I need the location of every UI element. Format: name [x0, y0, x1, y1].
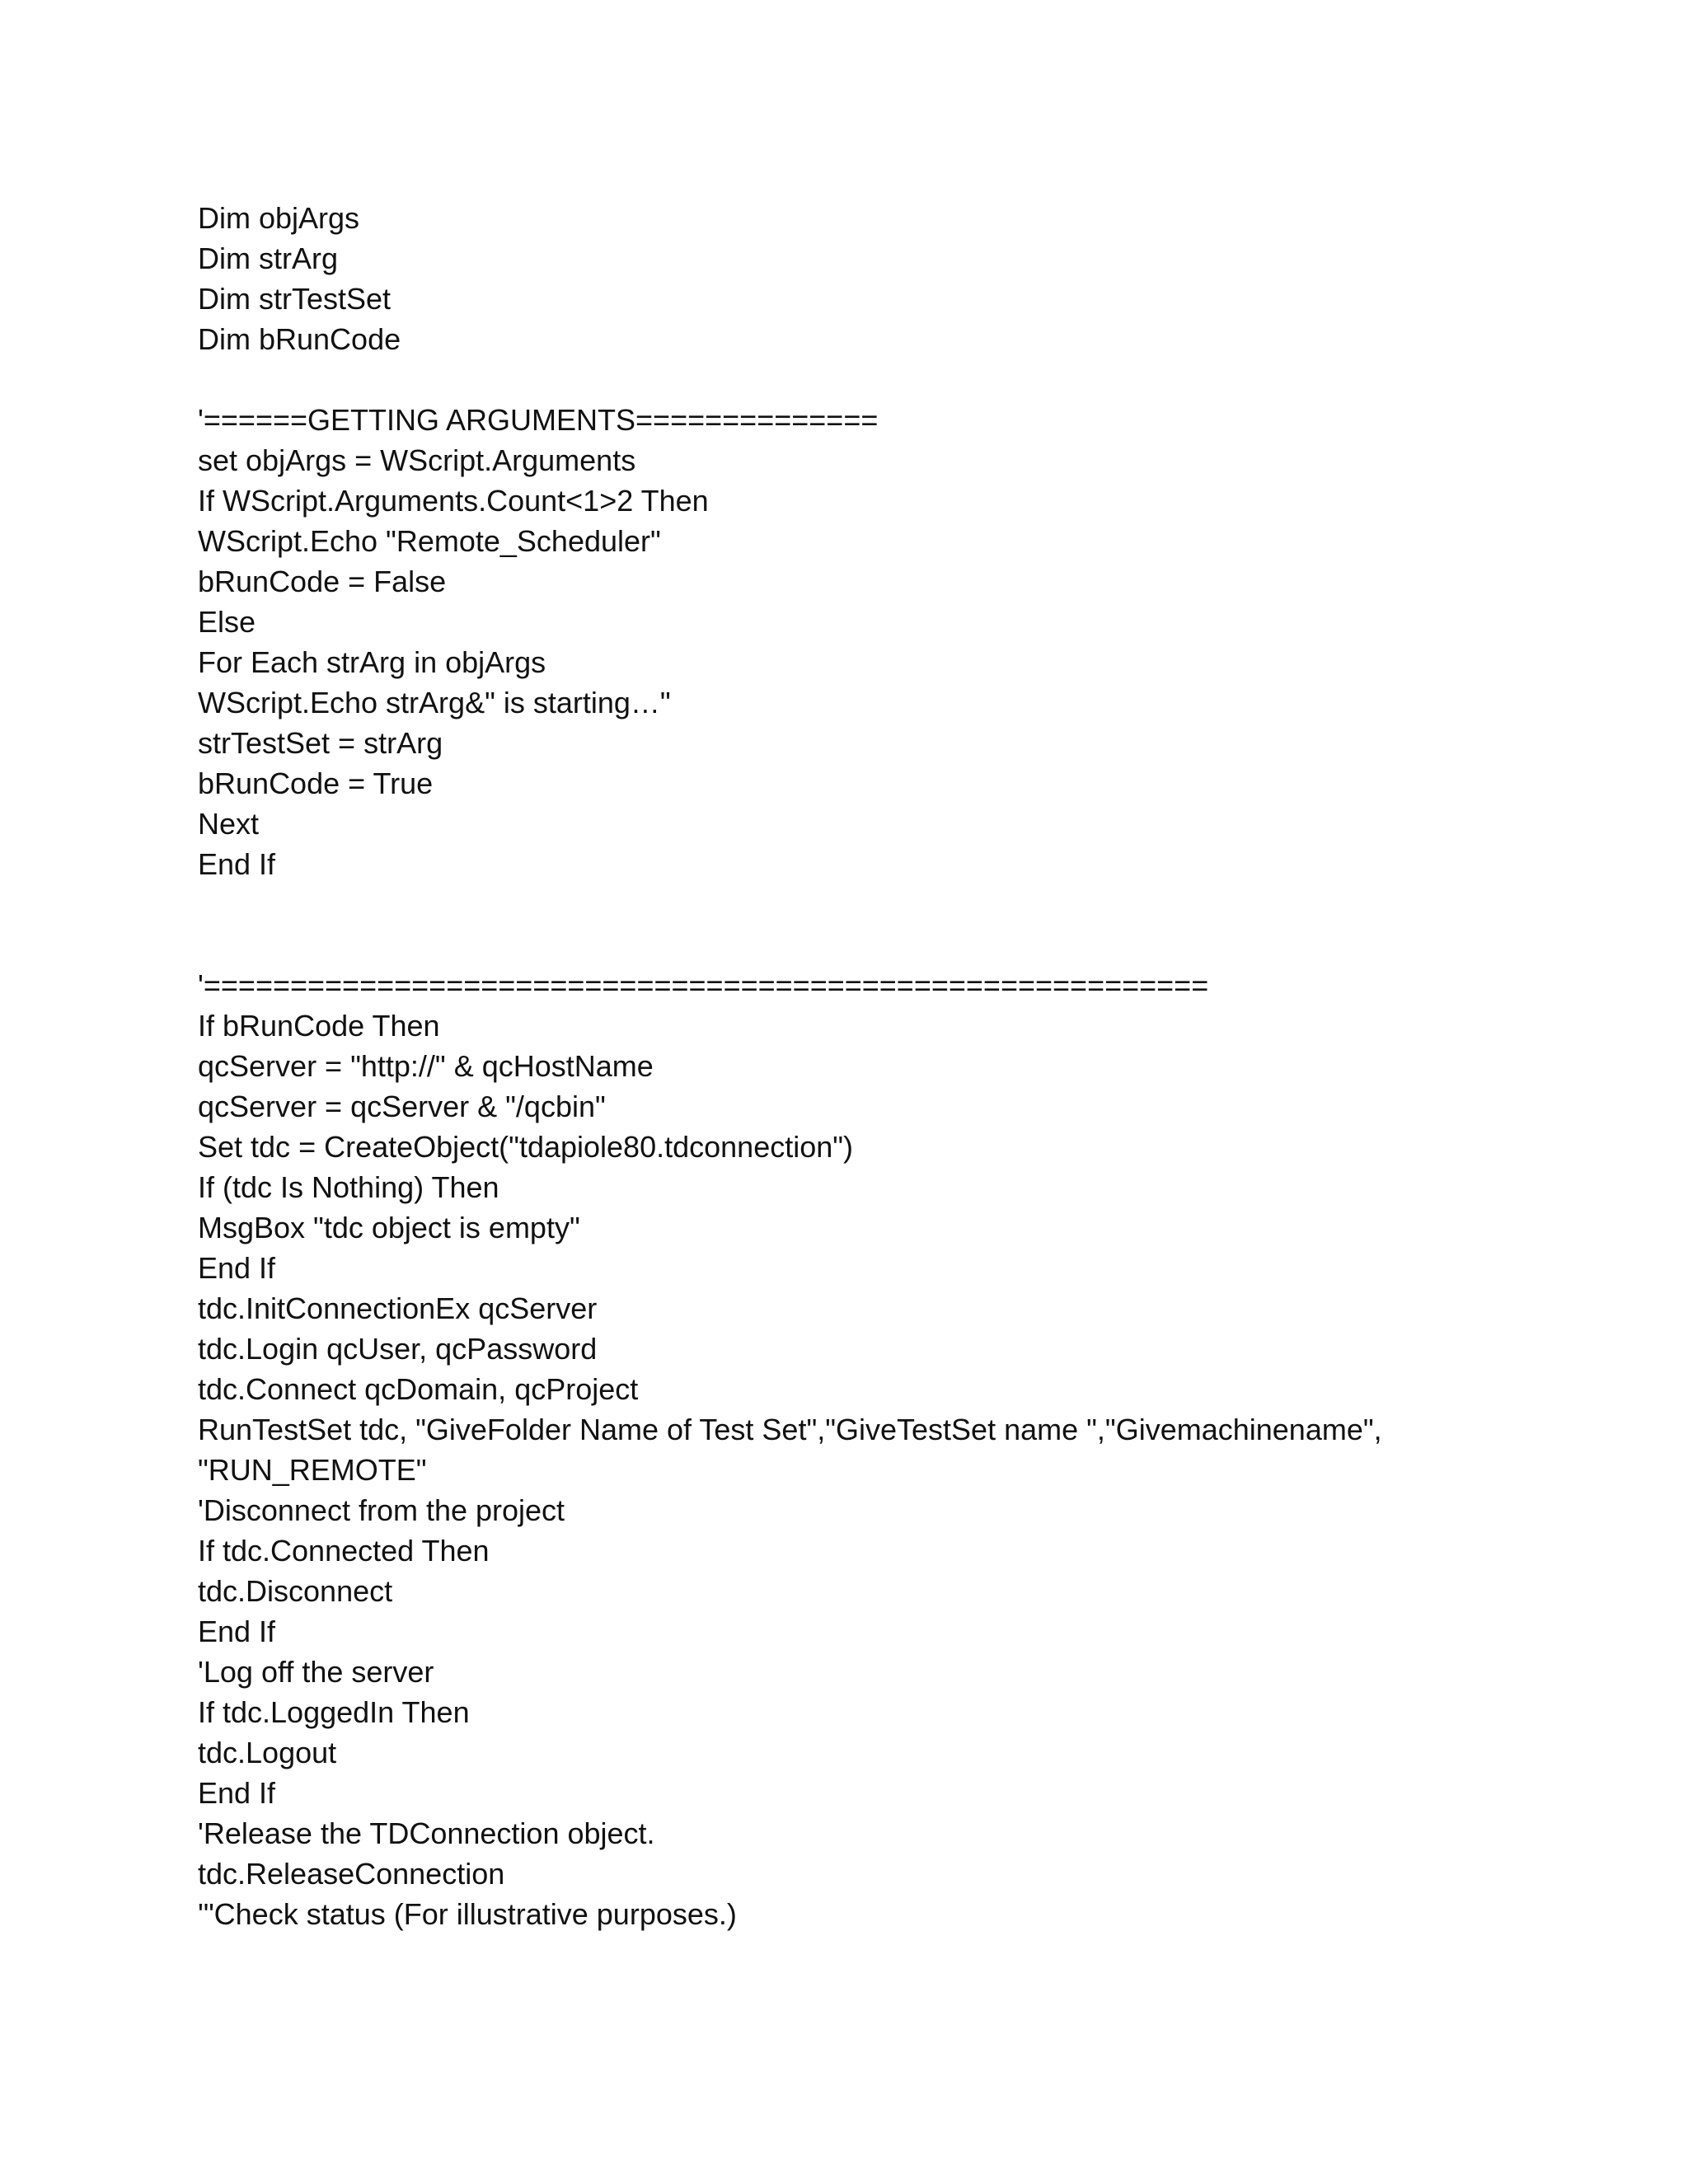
code-line-22: qcServer = "http://" & qcHostName [198, 1049, 654, 1083]
code-line-33: 'Disconnect from the project [198, 1493, 565, 1527]
code-line-36: End If [198, 1615, 276, 1648]
code-line-10: bRunCode = False [198, 565, 447, 598]
blank-line [198, 925, 1484, 965]
code-line-34: If tdc.Connected Then [198, 1534, 490, 1568]
code-line-25: If (tdc Is Nothing) Then [198, 1170, 499, 1204]
code-line-35: tdc.Disconnect [198, 1574, 393, 1608]
code-line-41: 'Release the TDConnection object. [198, 1816, 655, 1850]
code-line-12: For Each strArg in objArgs [198, 645, 546, 679]
code-line-42: tdc.ReleaseConnection [198, 1857, 505, 1891]
code-line-23: qcServer = qcServer & "/qcbin" [198, 1090, 606, 1123]
code-line-15: bRunCode = True [198, 766, 434, 800]
code-line-40: End If [198, 1776, 276, 1810]
code-line-13: WScript.Echo strArg&" is starting…" [198, 686, 671, 719]
code-line-1: Dim objArgs [198, 201, 360, 235]
code-line-31: RunTestSet tdc, "GiveFolder Name of Test Set","GiveTestSet name ","Givemachinename", [198, 1413, 1382, 1446]
code-line-29: tdc.Login qcUser, qcPassword [198, 1332, 598, 1366]
code-listing [198, 198, 1484, 1934]
code-line-6: '======GETTING ARGUMENTS============== [198, 403, 879, 437]
code-line-11: Else [198, 605, 256, 639]
code-line-28: tdc.InitConnectionEx qcServer [198, 1291, 598, 1325]
code-line-32: "RUN_REMOTE" [198, 1453, 427, 1487]
code-line-26: MsgBox "tdc object is empty" [198, 1211, 580, 1244]
code-line-4: Dim bRunCode [198, 322, 401, 356]
code-line-27: End If [198, 1251, 276, 1285]
code-line-3: Dim strTestSet [198, 282, 392, 316]
code-line-21: If bRunCode Then [198, 1009, 440, 1043]
blank-line [198, 884, 1484, 925]
code-line-16: Next [198, 807, 260, 841]
code-line-37: 'Log off the server [198, 1655, 434, 1689]
code-line-24: Set tdc = CreateObject("tdapiole80.tdconnection") [198, 1130, 854, 1164]
code-line-2: Dim strArg [198, 241, 338, 275]
code-line-38: If tdc.LoggedIn Then [198, 1695, 470, 1729]
code-line-30: tdc.Connect qcDomain, qcProject [198, 1372, 639, 1406]
code-line-8: If WScript.Arguments.Count<1>2 Then [198, 484, 709, 518]
code-line-17: End If [198, 847, 276, 881]
code-line-14: strTestSet = strArg [198, 726, 443, 760]
code-line-9: WScript.Echo "Remote_Scheduler" [198, 524, 661, 558]
code-line-20: '========================================================== [198, 968, 1209, 1002]
code-line-7: set objArgs = WScript.Arguments [198, 443, 636, 477]
code-line-43: '"Check status (For illustrative purposes.) [198, 1897, 737, 1931]
blank-line [198, 359, 1484, 400]
code-line-39: tdc.Logout [198, 1736, 337, 1769]
